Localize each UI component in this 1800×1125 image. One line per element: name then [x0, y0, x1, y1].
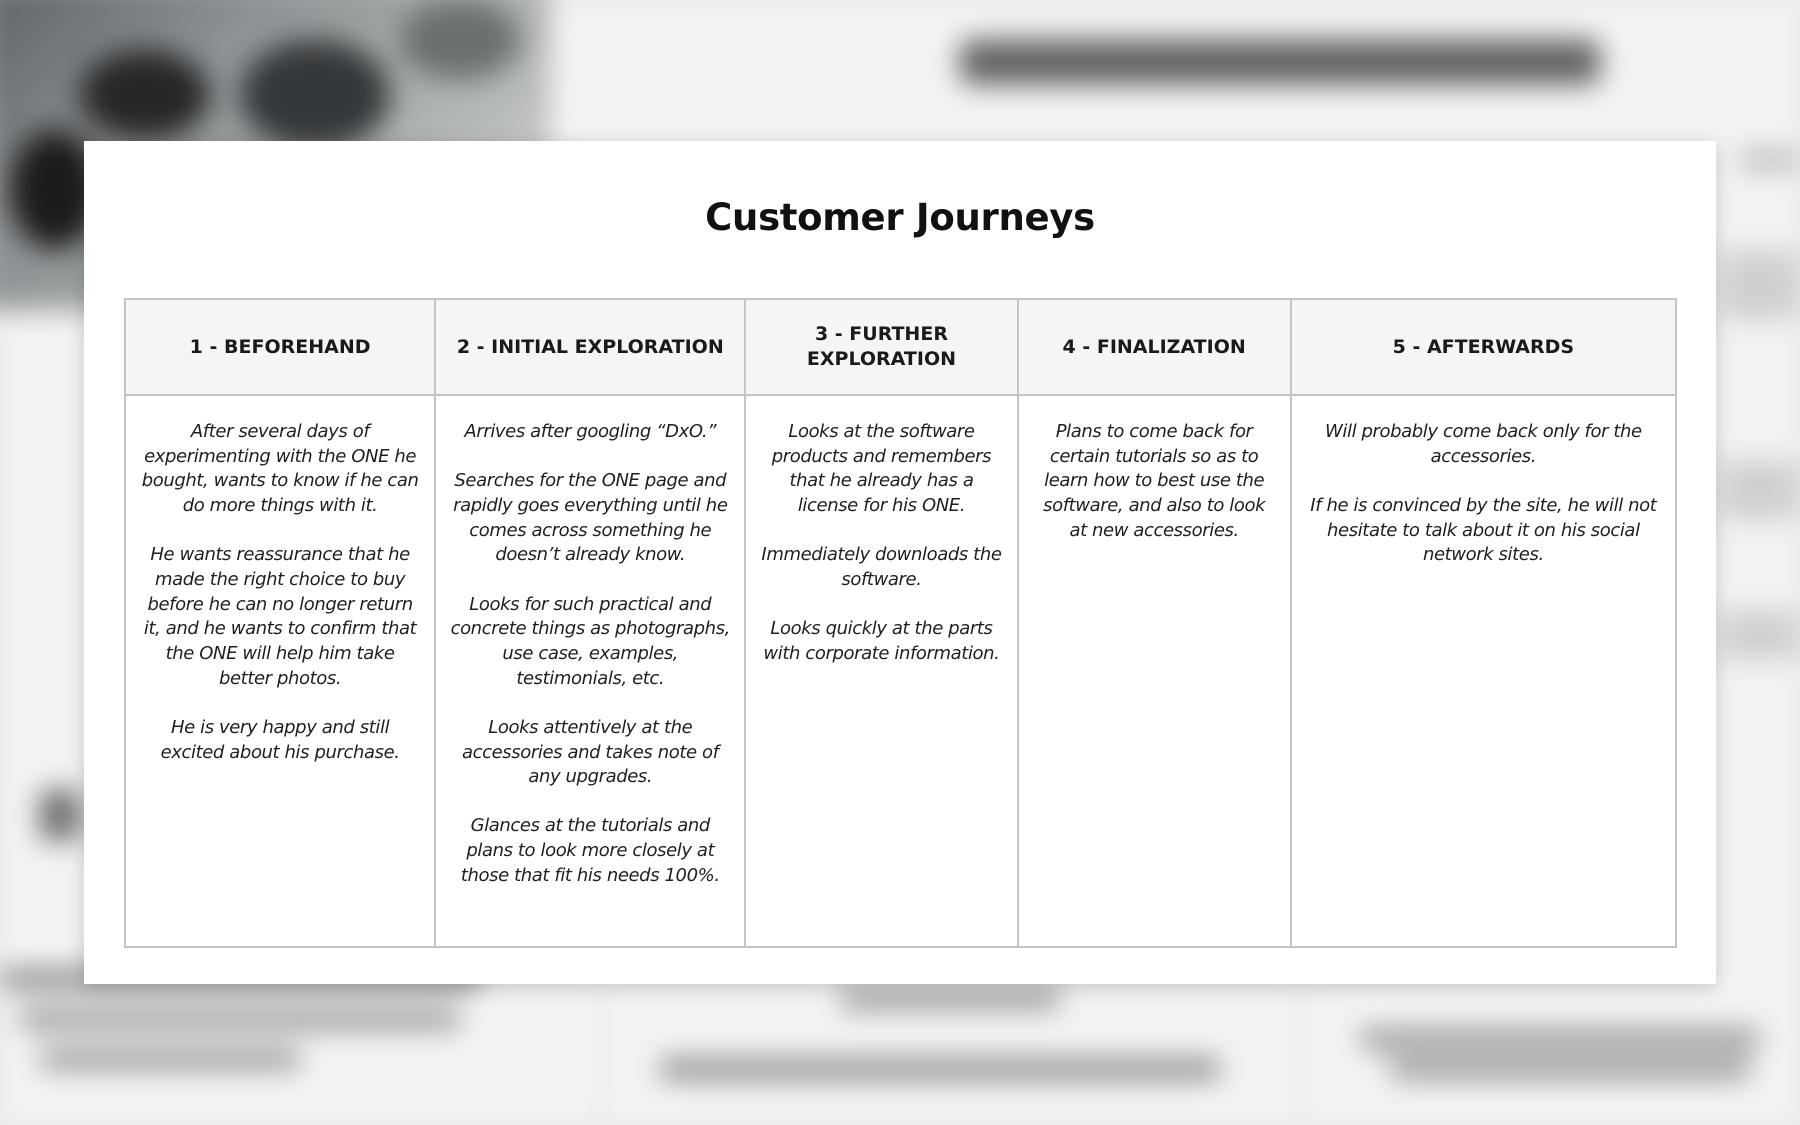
- cell-paragraph: Looks quickly at the parts with corporate information.: [763, 618, 1000, 664]
- cell-paragraph: Will probably come back only for the accessories.: [1324, 421, 1642, 467]
- cell-paragraph: He wants reassurance that he made the right choice to buy before he can no longer return it, and he wants to confirm that the ONE will help him take better photos.: [143, 544, 417, 689]
- header-initial-exploration: 2 - INITIAL EXPLORATION: [435, 299, 745, 395]
- cell-paragraph: If he is convinced by the site, he will not hesitate to talk about it on his social network sites.: [1310, 494, 1657, 566]
- table-header-row: [125, 299, 1676, 395]
- background-heading: [960, 40, 1600, 84]
- cell-paragraph: Searches for the ONE page and rapidly goes everything until he comes across something he doesn’t already know.: [453, 470, 728, 566]
- header-finalization: 4 - FINALIZATION: [1018, 299, 1291, 395]
- cell-further-exploration: [745, 395, 1017, 947]
- header-further-exploration: 3 - FURTHER EXPLORATION: [745, 299, 1017, 395]
- cell-paragraph: After several days of experimenting with the ONE he bought, wants to know if he can do more things with it.: [141, 421, 419, 517]
- cell-finalization: [1018, 395, 1291, 947]
- cell-paragraph: Looks for such practical and concrete things as photographs, use case, examples, testimonials, etc.: [450, 593, 730, 689]
- cell-paragraph: Glances at the tutorials and plans to look more closely at those that fit his needs 100%.: [460, 815, 720, 886]
- table-row: [125, 395, 1676, 947]
- customer-journeys-card: [84, 141, 1716, 984]
- customer-journeys-table: [124, 298, 1677, 948]
- cell-paragraph: Looks attentively at the accessories and takes note of any upgrades.: [462, 716, 719, 788]
- cell-initial-exploration: [435, 395, 745, 947]
- header-beforehand: 1 - BEFOREHAND: [125, 299, 435, 395]
- cell-beforehand: [125, 395, 435, 947]
- page-title: Customer Journeys: [705, 196, 1095, 239]
- cell-paragraph: Immediately downloads the software.: [761, 544, 1002, 591]
- header-afterwards: 5 - AFTERWARDS: [1291, 299, 1676, 395]
- cell-paragraph: Arrives after googling “DxO.”: [464, 421, 717, 442]
- cell-afterwards: [1291, 395, 1676, 947]
- cell-paragraph: Looks at the software products and remembers that he already has a license for his ONE.: [771, 421, 992, 517]
- cell-paragraph: He is very happy and still excited about his purchase.: [160, 717, 400, 763]
- cell-paragraph: Plans to come back for certain tutorials so as to learn how to best use the software, and also to look at new accessories.: [1043, 421, 1266, 541]
